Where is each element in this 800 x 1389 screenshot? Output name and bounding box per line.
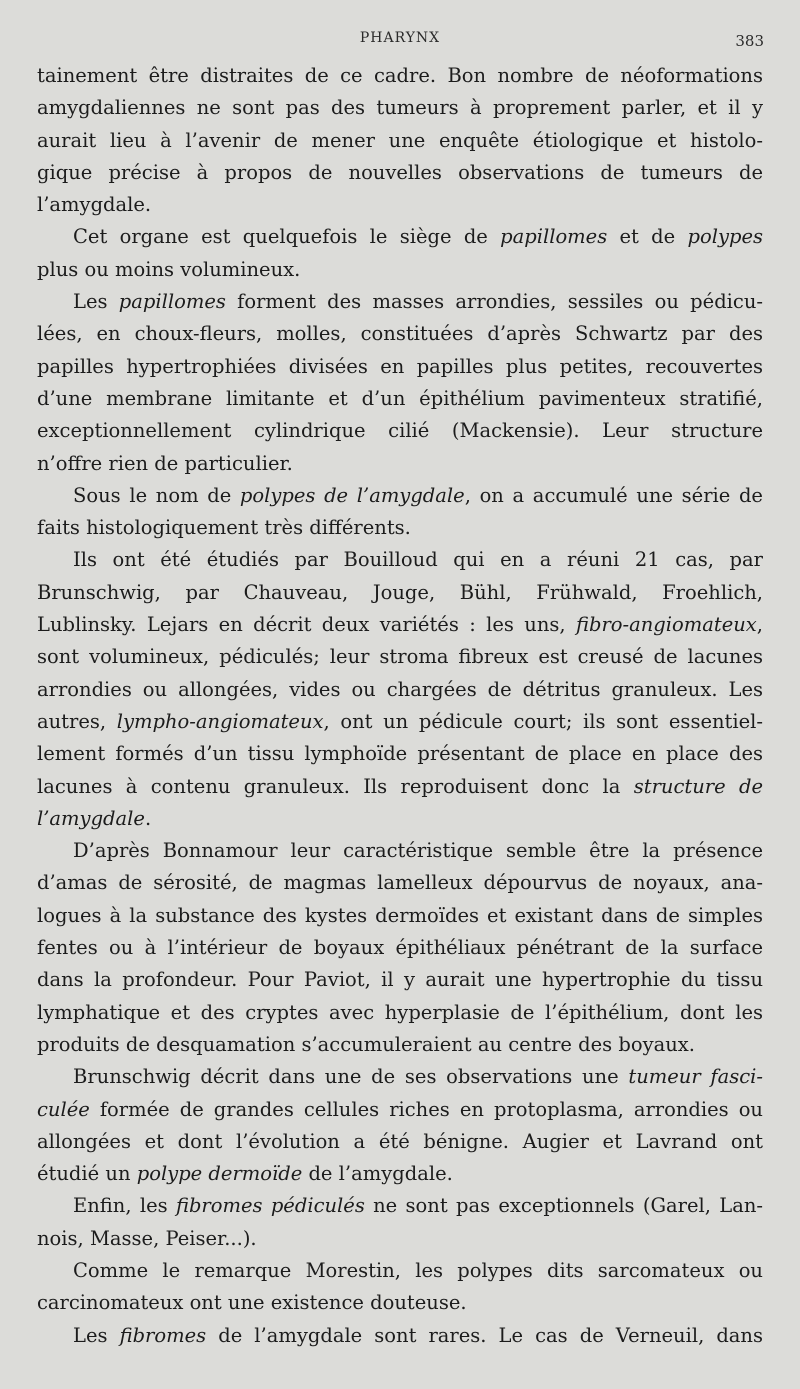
text-segment: tainement être distraites de ce cadre. Bon nombre de néoformations <box>37 64 763 87</box>
text-line <box>37 835 763 867</box>
italic-text: lympho-angiomateux <box>116 709 324 733</box>
text-segment: l’amygdale. <box>37 193 152 217</box>
italic-text: polypes <box>687 225 763 249</box>
text-segment: lacunes à contenu granuleux. Ils reproduisent donc la <box>37 774 634 798</box>
text-line <box>37 448 763 480</box>
text-segment: nois, Masse, Peiser...). <box>37 1226 257 1250</box>
italic-text: papillomes <box>500 225 608 249</box>
text-segment: plus ou moins volumineux. <box>37 257 301 281</box>
text-segment: arrondies ou allongées, vides ou chargées de détritus granuleux. Les <box>37 677 763 701</box>
text-line <box>37 1029 763 1061</box>
text-line <box>37 351 763 383</box>
text-line <box>37 1320 763 1352</box>
text-line <box>37 157 763 189</box>
text-line <box>37 189 763 221</box>
text-line <box>37 92 763 124</box>
text-segment: Enfin, les <box>73 1194 176 1218</box>
text-segment: lées, en choux-fleurs, molles, constituées d’après Schwartz par des <box>37 322 763 346</box>
text-line <box>37 318 763 350</box>
italic-text: fibromes pédiculés <box>175 1194 365 1218</box>
text-line <box>37 803 763 835</box>
text-segment: exceptionnellement cylindrique cilié (Mackensie). Leur structure <box>37 419 763 443</box>
italic-text: fibro-angiomateux <box>575 613 757 637</box>
text-line <box>37 932 763 964</box>
text-segment: , on a accumulé une série de <box>464 483 763 507</box>
text-segment: de l’amygdale sont rares. Le cas de Verneuil, dans <box>206 1323 763 1347</box>
text-segment: dans la profondeur. Pour Paviot, il y aurait une hypertrophie du tissu <box>37 968 763 992</box>
text-line <box>37 738 763 770</box>
italic-text: culée <box>37 1097 90 1121</box>
text-line <box>37 1061 763 1093</box>
text-line <box>37 1126 763 1158</box>
text-segment: papilles hypertrophiées divisées en papilles plus petites, recouvertes <box>37 354 763 378</box>
text-segment: amygdaliennes ne sont pas des tumeurs à proprement parler, et il y <box>37 96 763 120</box>
italic-text: l’amygdale <box>37 806 145 830</box>
text-segment: ne sont pas exceptionnels (Garel, Lan- <box>364 1194 763 1218</box>
text-line <box>37 544 763 576</box>
text-line <box>37 1158 763 1190</box>
page-number: 383 <box>735 32 764 50</box>
text-line <box>37 512 763 544</box>
text-line <box>37 1223 763 1255</box>
text-line <box>37 1190 763 1222</box>
text-segment: Sous le nom de <box>73 483 240 507</box>
text-line <box>37 480 763 512</box>
italic-text: polype dermoïde <box>136 1162 303 1186</box>
text-line <box>37 1094 763 1126</box>
text-segment: , <box>756 613 763 637</box>
text-segment: Lublinsky. Lejars en décrit deux variétés : les uns, <box>37 613 576 637</box>
text-segment: aurait lieu à l’avenir de mener une enquête étiologique et histolo- <box>37 128 763 152</box>
text-line <box>37 641 763 673</box>
text-line <box>37 867 763 899</box>
text-segment: et de <box>607 225 688 249</box>
text-line <box>37 125 763 157</box>
text-line <box>37 1287 763 1319</box>
text-segment: n’offre rien de particulier. <box>37 451 293 475</box>
text-segment: lement formés d’un tissu lymphoïde présentant de place en place des <box>37 742 763 766</box>
text-segment: allongées et dont l’évolution a été bénigne. Augier et Lavrand ont <box>37 1129 763 1153</box>
text-segment: d’une membrane limitante et d’un épithélium pavimenteux stratifié, <box>37 386 763 410</box>
text-line <box>37 674 763 706</box>
page-header <box>0 30 800 60</box>
text-segment: Les <box>73 1323 120 1347</box>
text-line <box>37 771 763 803</box>
body-text <box>37 60 763 1352</box>
text-segment: gique précise à propos de nouvelles observations de tumeurs de <box>37 160 763 184</box>
text-segment: faits histologiquement très différents. <box>37 516 411 540</box>
text-line <box>37 60 763 92</box>
text-segment: lymphatique et des cryptes avec hyperplasie de l’épithélium, dont les <box>37 1000 763 1024</box>
italic-text: fibromes <box>119 1323 207 1347</box>
text-line <box>37 609 763 641</box>
text-segment: , ont un pédicule court; ils sont essentiel- <box>323 709 763 733</box>
text-line <box>37 997 763 1029</box>
text-segment: logues à la substance des kystes dermoïdes et existant dans de simples <box>37 903 763 927</box>
text-segment: . <box>144 806 152 830</box>
text-segment: Brunschwig décrit dans une de ses observations une <box>73 1065 629 1089</box>
text-segment: Cet organe est quelquefois le siège de <box>73 225 501 249</box>
text-line <box>37 577 763 609</box>
running-head: PHARYNX <box>359 30 441 46</box>
text-segment: Brunschwig, par Chauveau, Jouge, Bühl, Frühwald, Froehlich, <box>37 580 763 604</box>
text-segment: produits de desquamation s’accumuleraient au centre des boyaux. <box>37 1032 695 1056</box>
text-segment: Ils ont été étudiés par Bouilloud qui en a réuni 21 cas, par <box>73 548 763 572</box>
text-line <box>37 383 763 415</box>
text-segment: étudié un <box>37 1162 137 1186</box>
text-segment: Les <box>73 290 119 314</box>
text-line <box>37 706 763 738</box>
text-segment: formée de grandes cellules riches en protoplasma, arrondies ou <box>89 1097 763 1121</box>
text-segment: d’amas de sérosité, de magmas lamelleux dépourvus de noyaux, ana- <box>37 871 763 895</box>
text-segment: forment des masses arrondies, sessiles ou pédicu- <box>225 290 763 314</box>
text-line <box>37 254 763 286</box>
text-line <box>37 415 763 447</box>
text-segment: fentes ou à l’intérieur de boyaux épithéliaux pénétrant de la surface <box>37 936 763 960</box>
text-segment: carcinomateux ont une existence douteuse. <box>37 1291 467 1315</box>
text-segment: D’après Bonnamour leur caractéristique semble être la présence <box>73 839 763 863</box>
text-line <box>37 1255 763 1287</box>
italic-text: papillomes <box>118 290 226 314</box>
text-segment: autres, <box>37 709 117 733</box>
text-line <box>37 964 763 996</box>
text-line <box>37 286 763 318</box>
text-segment: sont volumineux, pédiculés; leur stroma fibreux est creusé de lacunes <box>37 645 763 669</box>
text-segment: Comme le remarque Morestin, les polypes dits sarcomateux ou <box>73 1258 763 1282</box>
text-line <box>37 900 763 932</box>
italic-text: structure de <box>633 774 763 798</box>
text-line <box>37 221 763 253</box>
text-segment: de l’amygdale. <box>302 1162 453 1186</box>
italic-text: polypes de l’amygdale <box>239 483 465 507</box>
italic-text: tumeur fasci- <box>628 1065 763 1089</box>
